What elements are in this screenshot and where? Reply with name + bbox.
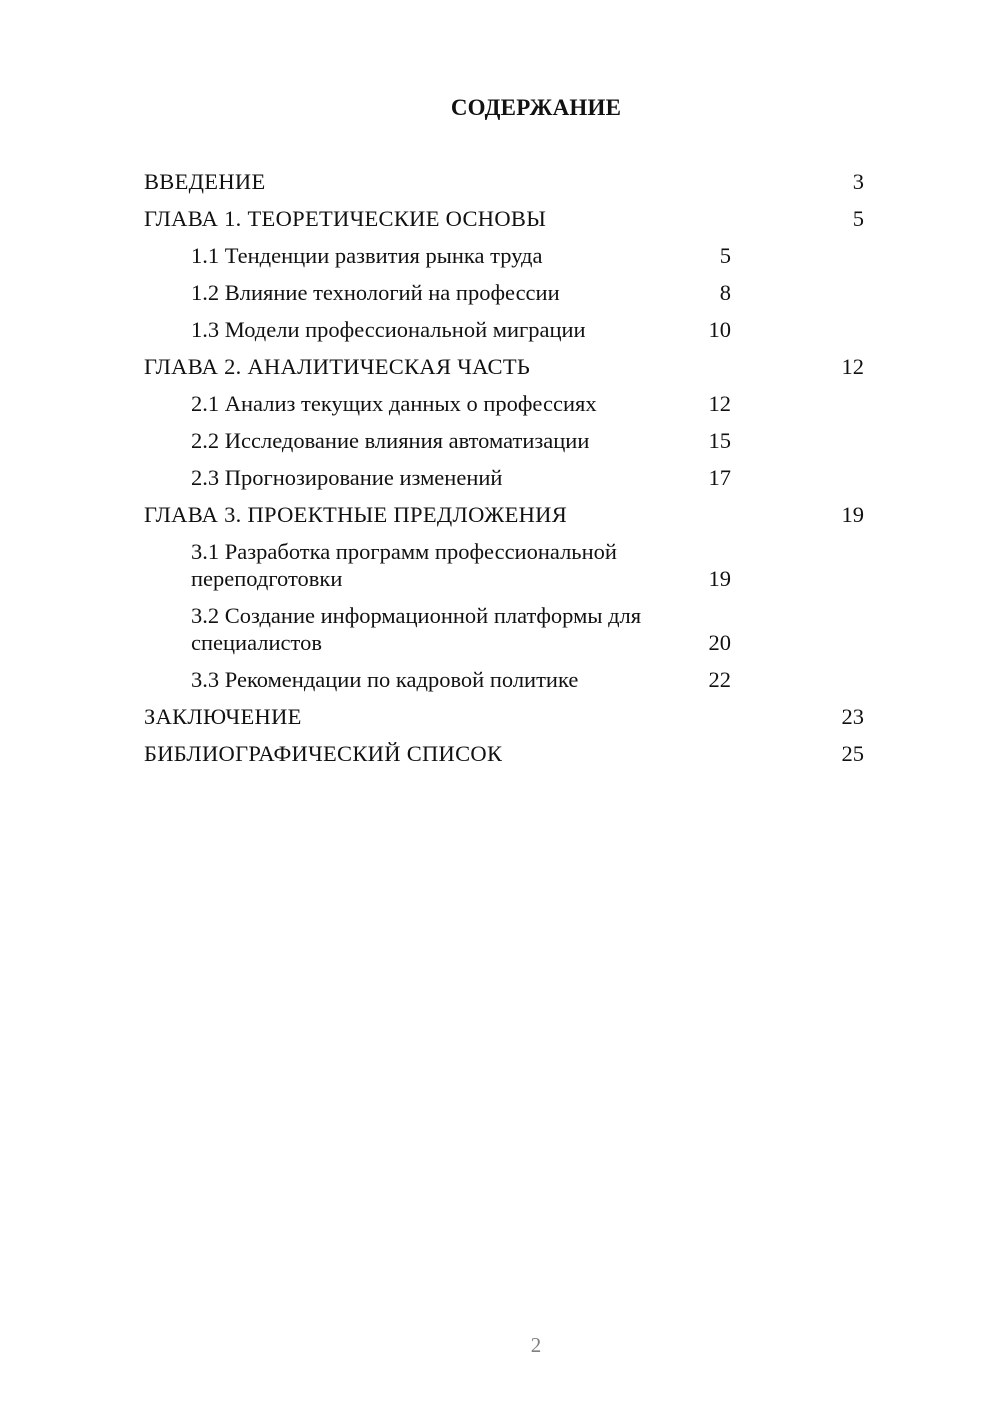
toc-entry-label: БИБЛИОГРАФИЧЕСКИЙ СПИСОК (144, 741, 503, 766)
toc-entry (144, 205, 920, 232)
toc-entry (144, 501, 920, 528)
toc-entry-page: 25 (841, 741, 864, 766)
toc-entry (144, 703, 920, 730)
toc-entry (144, 464, 920, 491)
toc-entry-label: 3.2 Создание информационной платформы для специалистов (191, 603, 642, 655)
toc-entry-page: 20 (708, 630, 731, 655)
page-number: 2 (530, 1333, 542, 1357)
toc-entry (144, 602, 920, 656)
toc-entry (144, 390, 920, 417)
toc-entry-page: 8 (719, 280, 731, 305)
toc-entry-page: 19 (708, 566, 731, 591)
toc-entry-label: 1.2 Влияние технологий на профессии (191, 280, 560, 305)
toc-entry-label: 1.1 Тенденции развития рынка труда (191, 243, 543, 268)
toc-entry-page: 17 (708, 465, 731, 490)
toc-entry-page: 12 (708, 391, 731, 416)
toc-entry-label: ГЛАВА 1. ТЕОРЕТИЧЕСКИЕ ОСНОВЫ (144, 206, 547, 231)
toc-entry-page: 5 (852, 206, 864, 231)
toc-entry-page: 5 (719, 243, 731, 268)
toc-entry (144, 740, 920, 767)
toc-entry (144, 353, 920, 380)
toc-entry (144, 168, 920, 195)
toc-entry-page: 22 (708, 667, 731, 692)
toc-entry-label: ГЛАВА 3. ПРОЕКТНЫЕ ПРЕДЛОЖЕНИЯ (144, 502, 568, 527)
toc-entry-label: ГЛАВА 2. АНАЛИТИЧЕСКАЯ ЧАСТЬ (144, 354, 531, 379)
toc-entry-label: 2.1 Анализ текущих данных о профессиях (191, 391, 597, 416)
toc-entry-page: 19 (841, 502, 864, 527)
table-of-contents (144, 168, 920, 777)
toc-entry (144, 538, 920, 592)
toc-entry-page: 23 (841, 704, 864, 729)
toc-entry-label: ВВЕДЕНИЕ (144, 169, 266, 194)
toc-entry-label: 3.1 Разработка программ профессиональной переподготовки (191, 539, 617, 591)
toc-entry (144, 242, 920, 269)
toc-entry-label: ЗАКЛЮЧЕНИЕ (144, 704, 302, 729)
toc-entry-page: 10 (708, 317, 731, 342)
page-title: СОДЕРЖАНИЕ (450, 95, 622, 120)
toc-entry (144, 666, 920, 693)
toc-entry (144, 279, 920, 306)
toc-entry-label: 2.2 Исследование влияния автоматизации (191, 428, 590, 453)
toc-entry-label: 1.3 Модели профессиональной миграции (191, 317, 586, 342)
toc-entry-label: 2.3 Прогнозирование изменений (191, 465, 503, 490)
toc-entry-label: 3.3 Рекомендации по кадровой политике (191, 667, 579, 692)
toc-entry-page: 15 (708, 428, 731, 453)
toc-entry-page: 12 (841, 354, 864, 379)
toc-entry (144, 427, 920, 454)
toc-entry-page: 3 (852, 169, 864, 194)
toc-entry (144, 316, 920, 343)
